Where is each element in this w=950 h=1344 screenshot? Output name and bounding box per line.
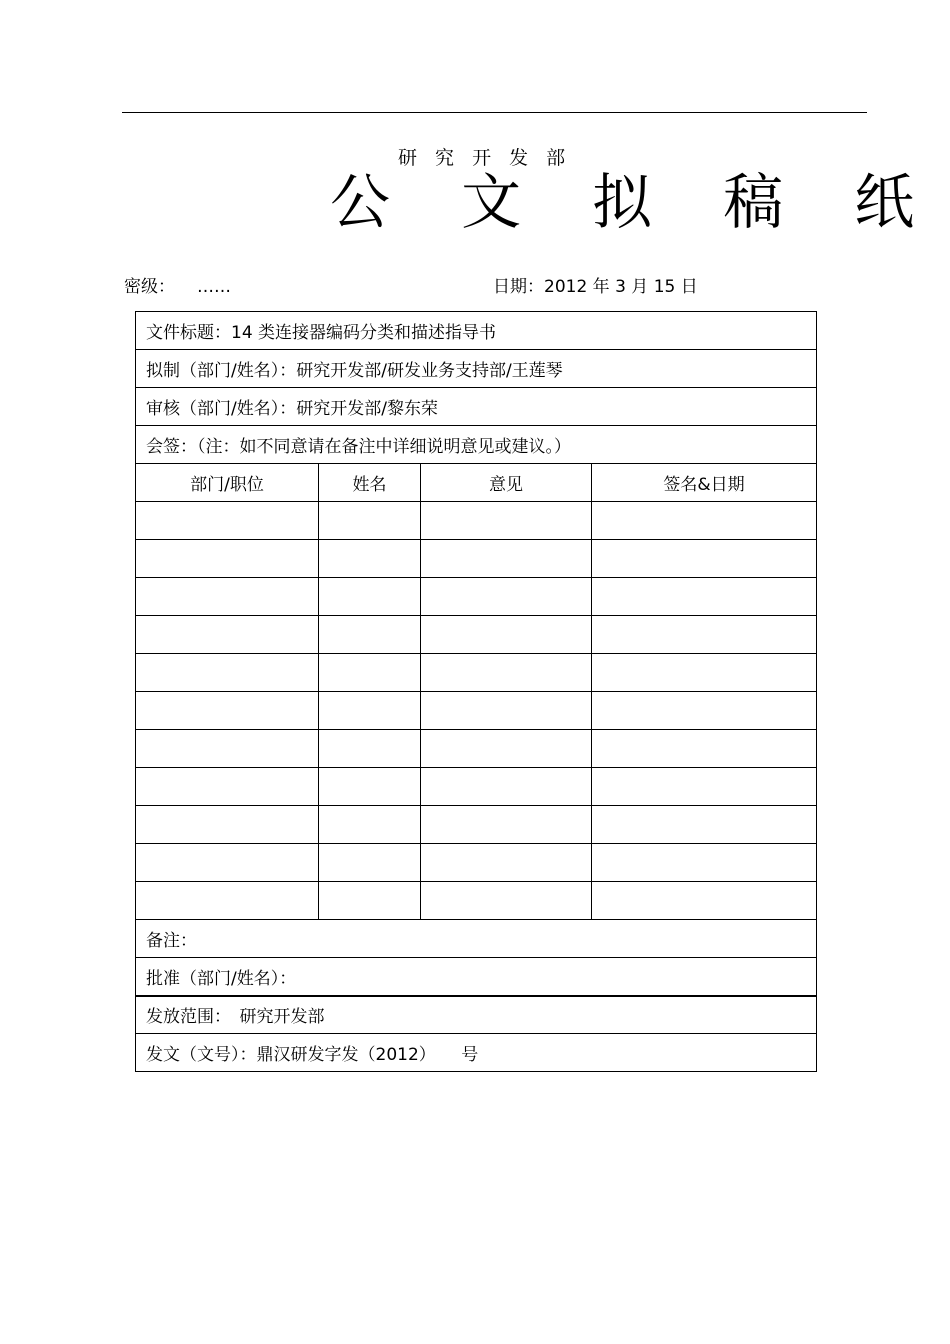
countersign-note: 会签：（注：如不同意请在备注中详细说明意见或建议。） xyxy=(136,426,817,464)
cell-sign-date[interactable] xyxy=(592,616,817,654)
cell-name[interactable] xyxy=(319,730,421,768)
table-row xyxy=(136,730,817,768)
cell-sign-date[interactable] xyxy=(592,768,817,806)
cell-sign-date[interactable] xyxy=(592,730,817,768)
cell-sign-date[interactable] xyxy=(592,502,817,540)
cell-dept[interactable] xyxy=(136,730,319,768)
cell-opinion[interactable] xyxy=(421,768,592,806)
cell-name[interactable] xyxy=(319,806,421,844)
table-row xyxy=(136,654,817,692)
row-countersign xyxy=(136,426,817,464)
row-drafter xyxy=(136,350,817,388)
cell-dept[interactable] xyxy=(136,616,319,654)
cell-name[interactable] xyxy=(319,578,421,616)
table-row xyxy=(136,578,817,616)
cell-sign-date[interactable] xyxy=(592,654,817,692)
row-distribution xyxy=(136,996,817,1034)
doc-number-field[interactable]: 发文（文号）：鼎汉研发字发（2012） 号 xyxy=(136,1034,817,1072)
col-header-opinion: 意见 xyxy=(421,464,592,502)
cell-sign-date[interactable] xyxy=(592,578,817,616)
cell-opinion[interactable] xyxy=(421,806,592,844)
department-label: 研 究 开 发 部 xyxy=(398,147,572,169)
remarks-field[interactable]: 备注： xyxy=(136,920,817,958)
cell-dept[interactable] xyxy=(136,768,319,806)
sign-table-header xyxy=(136,464,817,502)
document-title: 公 文 拟 稿 纸 xyxy=(330,168,941,238)
col-header-name: 姓名 xyxy=(319,464,421,502)
table-row xyxy=(136,502,817,540)
cell-name[interactable] xyxy=(319,844,421,882)
drafter-field[interactable]: 拟制（部门/姓名）：研究开发部/研发业务支持部/王莲琴 xyxy=(136,350,817,388)
cell-dept[interactable] xyxy=(136,806,319,844)
cell-opinion[interactable] xyxy=(421,654,592,692)
row-file-title xyxy=(136,312,817,350)
secret-label: 密级： xyxy=(124,277,175,297)
cell-sign-date[interactable] xyxy=(592,882,817,920)
table-row xyxy=(136,844,817,882)
col-header-dept: 部门/职位 xyxy=(136,464,319,502)
cell-opinion[interactable] xyxy=(421,692,592,730)
row-doc-number xyxy=(136,1034,817,1072)
cell-name[interactable] xyxy=(319,540,421,578)
cell-dept[interactable] xyxy=(136,844,319,882)
cell-dept[interactable] xyxy=(136,502,319,540)
secret-level xyxy=(124,272,231,297)
cell-name[interactable] xyxy=(319,768,421,806)
cell-dept[interactable] xyxy=(136,654,319,692)
cell-opinion[interactable] xyxy=(421,540,592,578)
table-row xyxy=(136,882,817,920)
cell-sign-date[interactable] xyxy=(592,844,817,882)
row-remarks xyxy=(136,920,817,958)
reviewer-field[interactable]: 审核（部门/姓名）：研究开发部/黎东荣 xyxy=(136,388,817,426)
table-row xyxy=(136,540,817,578)
table-row xyxy=(136,806,817,844)
cell-name[interactable] xyxy=(319,654,421,692)
table-row xyxy=(136,692,817,730)
table-row xyxy=(136,768,817,806)
cell-opinion[interactable] xyxy=(421,502,592,540)
document-date: 日期：2012 年 3 月 15 日 xyxy=(493,277,698,297)
cell-opinion[interactable] xyxy=(421,730,592,768)
col-header-sign-date: 签名&日期 xyxy=(592,464,817,502)
cell-name[interactable] xyxy=(319,882,421,920)
draft-form-table xyxy=(135,311,817,1072)
cell-sign-date[interactable] xyxy=(592,806,817,844)
table-row xyxy=(136,616,817,654)
cell-name[interactable] xyxy=(319,616,421,654)
header-rule xyxy=(122,112,867,113)
cell-sign-date[interactable] xyxy=(592,540,817,578)
cell-dept[interactable] xyxy=(136,540,319,578)
cell-opinion[interactable] xyxy=(421,882,592,920)
cell-name[interactable] xyxy=(319,692,421,730)
cell-dept[interactable] xyxy=(136,692,319,730)
cell-opinion[interactable] xyxy=(421,578,592,616)
approval-field[interactable]: 批准（部门/姓名）： xyxy=(136,958,817,996)
distribution-field[interactable]: 发放范围： 研究开发部 xyxy=(136,996,817,1034)
cell-opinion[interactable] xyxy=(421,844,592,882)
file-title-field[interactable]: 文件标题：14 类连接器编码分类和描述指导书 xyxy=(136,312,817,350)
cell-opinion[interactable] xyxy=(421,616,592,654)
row-reviewer xyxy=(136,388,817,426)
row-approval xyxy=(136,958,817,996)
cell-dept[interactable] xyxy=(136,882,319,920)
secret-value: …… xyxy=(197,277,231,297)
cell-name[interactable] xyxy=(319,502,421,540)
cell-sign-date[interactable] xyxy=(592,692,817,730)
cell-dept[interactable] xyxy=(136,578,319,616)
